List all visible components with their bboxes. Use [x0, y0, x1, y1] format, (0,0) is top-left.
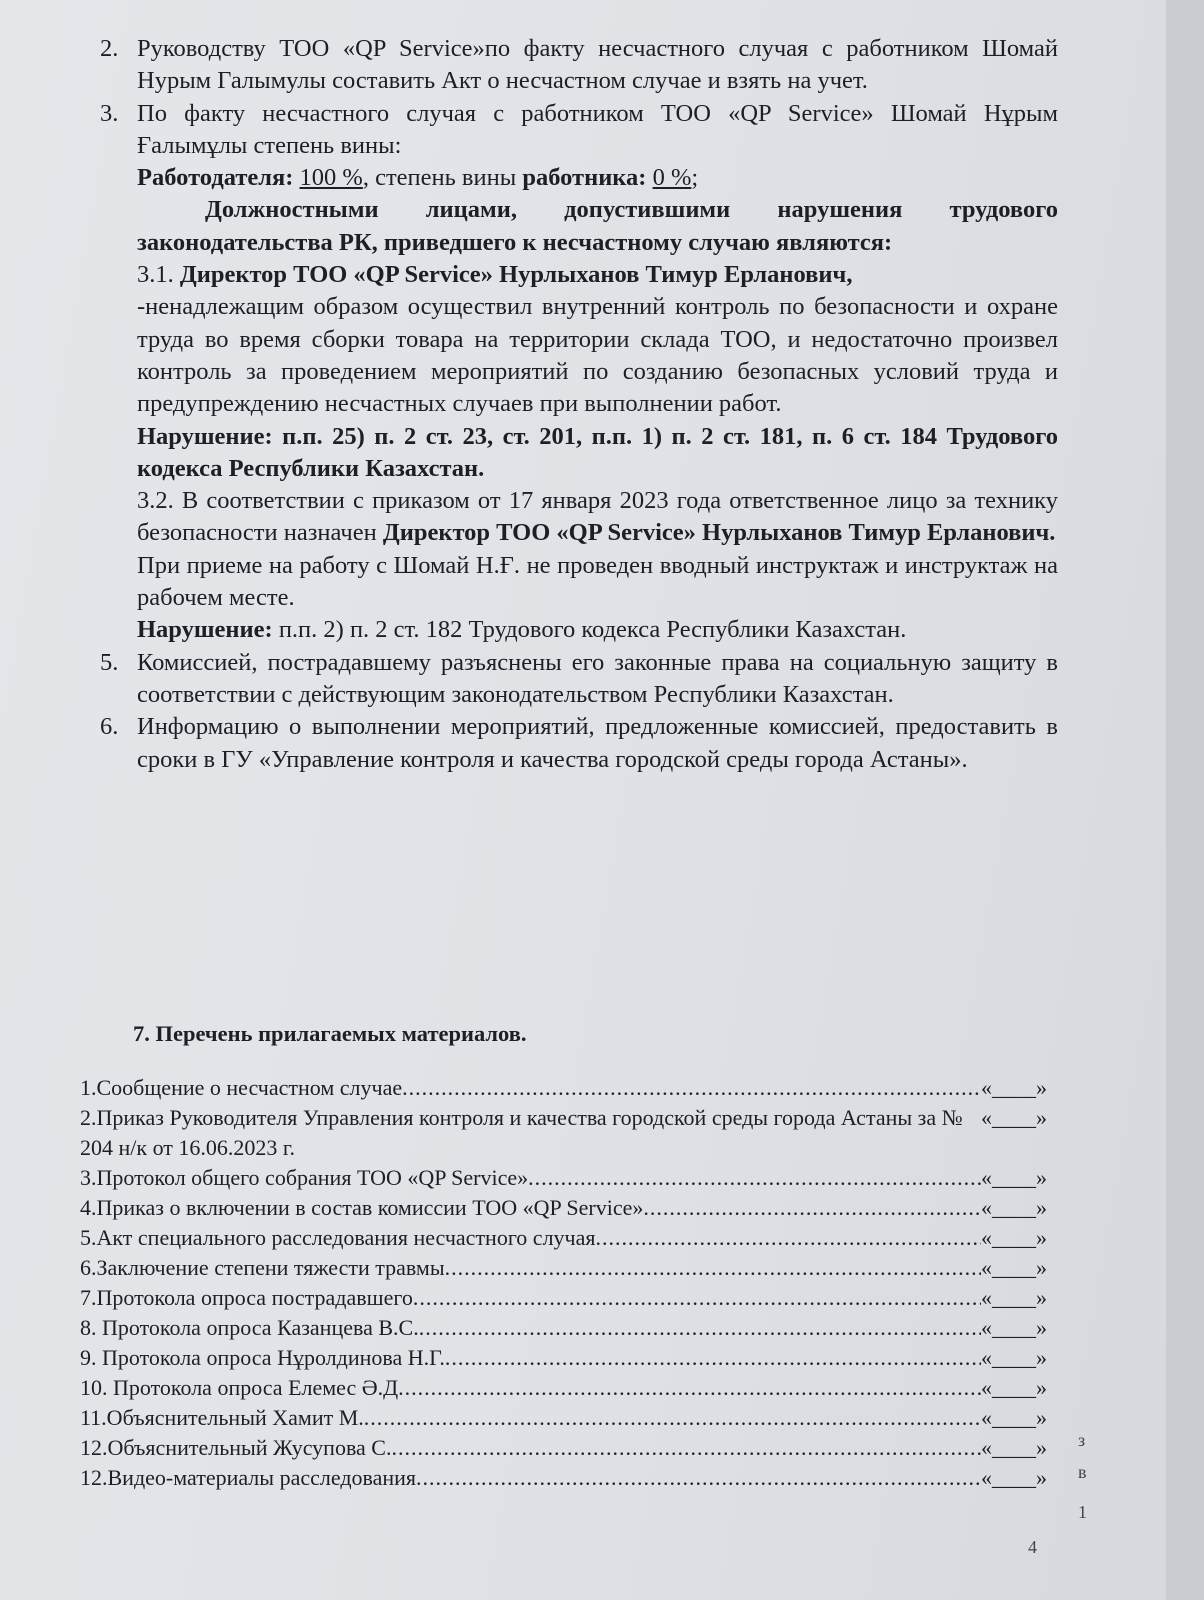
attachment-title: 3.Протокол общего собрания ТОО «QP Service» — [80, 1165, 529, 1190]
dot-leader — [445, 1253, 981, 1283]
attachment-title: 6.Заключение степени тяжести травмы — [80, 1255, 445, 1280]
text: -ненадлежащим образом осуществил внутренний контроль по безопасности и охране труда во время сборки товара на территории склада ТОО, и недостаточно произвел контроль за проведением мероприятий по созданию безопасных условий труда и предупреждению несчастных случаев при выполнении работ. — [137, 293, 1058, 418]
dot-leader — [416, 1463, 981, 1493]
page-count-blank: «____» — [981, 1285, 1047, 1310]
bold-text: Нарушение: — [137, 616, 273, 644]
numbered-item — [100, 98, 1058, 163]
text: Комиссией, пострадавшему разъяснены его законные права на социальную защиту в соответствии с действующим законодательством Республики Казахстан. — [137, 648, 1058, 708]
attachment-title: 9. Протокола опроса Нұролдинова Н.Г. — [80, 1345, 445, 1370]
margin-note: в — [1078, 1462, 1087, 1482]
dot-leader — [445, 1343, 981, 1373]
paragraph — [100, 550, 1058, 615]
paragraph — [100, 485, 1058, 550]
page-count-blank: «____» — [981, 1255, 1047, 1280]
attachment-item — [80, 1103, 1047, 1163]
item-number: 6. — [100, 713, 119, 741]
attachment-item — [80, 1223, 1047, 1253]
dot-leader — [391, 1433, 981, 1463]
attachment-item — [80, 1463, 1047, 1493]
margin-note: з — [1078, 1430, 1086, 1450]
attachment-item — [80, 1403, 1047, 1433]
page-count-blank: «____» — [981, 1075, 1047, 1100]
attachment-item — [80, 1253, 1047, 1283]
attachment-title: 10. Протокола опроса Елемес Ә.Д — [80, 1375, 399, 1400]
item-number: 2. — [100, 35, 119, 62]
page-count-blank: «____» — [981, 1195, 1047, 1220]
paragraph — [100, 421, 1058, 486]
text: 3.1. — [137, 261, 180, 289]
page-count-blank: «____» — [981, 1165, 1047, 1190]
page-count-blank: «____» — [981, 1105, 1047, 1130]
text: При приеме на работу с Шомай Н.Ғ. не проведен вводный инструктаж и инструктаж на рабочем месте. — [137, 551, 1058, 612]
item-number: 5. — [100, 648, 119, 676]
page-number: 4 — [1028, 1537, 1037, 1557]
bold-text: Работодателя: — [137, 164, 294, 192]
attachment-title: 2.Приказ Руководителя Управления контроля и качества городской среды города Астаны за № 204 н/к от 16.06.2023 г. — [80, 1105, 963, 1160]
text: п.п. 2) п. 2 ст. 182 Трудового кодекса Республики Казахстан. — [272, 616, 907, 644]
dot-leader — [413, 1283, 981, 1313]
numbered-item — [100, 647, 1058, 712]
dot-leader — [364, 1403, 981, 1433]
attachment-title: 11.Объяснительный Хамит М. — [80, 1405, 364, 1430]
paragraph — [100, 194, 1058, 259]
margin-note: 1 — [1078, 1502, 1087, 1522]
text: По факту несчастного случая с работником ТОО «QP Service» Шомай Нұрым Ғалымұлы степень вины: — [137, 99, 1058, 159]
dot-leader — [528, 1163, 981, 1193]
item-number: 3. — [100, 99, 119, 127]
bold-text: Нарушение: п.п. 25) п. 2 ст. 23, ст. 201, п.п. 1) п. 2 ст. 181, п. 6 ст. 184 Трудового кодекса Республики Казахстан. — [137, 422, 1058, 482]
page-count-blank: «____» — [981, 1375, 1047, 1400]
underlined-value: 0 % — [652, 164, 692, 192]
underlined-value: 100 % — [299, 164, 363, 192]
dot-leader — [419, 1313, 981, 1343]
paragraph — [100, 614, 1058, 646]
attachment-item — [80, 1343, 1047, 1373]
attachment-item — [80, 1283, 1047, 1313]
page-count-blank: «____» — [981, 1345, 1047, 1370]
dot-leader — [398, 1373, 981, 1403]
paragraph — [100, 162, 1058, 194]
attachment-title: 12.Видео-материалы расследования — [80, 1465, 417, 1490]
attachments-list — [80, 1073, 1047, 1493]
bold-text: Должностными лицами, допустившими нарушения трудового законодательства РК, приведшего к несчастному случаю являются: — [137, 196, 1058, 256]
text: ; — [691, 164, 699, 192]
attachment-title: 5.Акт специального расследования несчастного случая — [80, 1225, 596, 1250]
attachment-item — [80, 1433, 1047, 1463]
bold-text: Директор ТОО «QP Service» Нурлыханов Тимур Ерланович. — [382, 519, 1056, 547]
attachment-title: 1.Сообщение о несчастном случае — [80, 1075, 403, 1100]
text: , степень вины — [362, 164, 523, 192]
page-count-blank: «____» — [981, 1405, 1047, 1430]
text: Информацию о выполнении мероприятий, предложенные комиссией, предоставить в сроки в ГУ «Управление контроля и качества городской среды города Астаны». — [137, 713, 1058, 773]
dot-leader — [402, 1073, 981, 1103]
attachment-item — [80, 1163, 1047, 1193]
paragraph — [100, 291, 1058, 420]
attachment-item — [80, 1073, 1047, 1103]
document-body — [100, 33, 1058, 776]
page-count-blank: «____» — [981, 1465, 1047, 1490]
attachment-title: 8. Протокола опроса Казанцева В.С. — [80, 1315, 419, 1340]
paragraph — [100, 259, 1058, 291]
attachment-title: 4.Приказ о включении в состав комиссии ТОО «QP Service» — [80, 1195, 644, 1220]
numbered-item — [100, 711, 1058, 776]
attachment-title: 12.Объяснительный Жусупова С. — [80, 1435, 392, 1460]
text: Руководству ТОО «QP Service»по факту несчастного случая с работником Шомай Нурым Галымулы составить Акт о несчастном случае и взять на учет. — [137, 35, 1058, 95]
attachments-heading: 7. Перечень прилагаемых материалов. — [133, 1021, 527, 1046]
page-count-blank: «____» — [981, 1315, 1047, 1340]
text: 3.2. В соответствии с приказом от 17 января 2023 года ответственное лицо за технику безопасности назначен — [137, 487, 1058, 547]
attachment-title: 7.Протокола опроса пострадавшего — [80, 1285, 413, 1310]
dot-leader — [596, 1223, 982, 1253]
attachment-item — [80, 1313, 1047, 1343]
bold-text: Директор ТОО «QP Service» Нурлыханов Тимур Ерланович, — [179, 261, 853, 289]
attachment-item — [80, 1193, 1047, 1223]
attachment-item — [80, 1373, 1047, 1403]
bold-text: работника: — [522, 164, 647, 192]
page-count-blank: «____» — [981, 1225, 1047, 1250]
dot-leader — [643, 1193, 981, 1223]
numbered-item — [100, 33, 1058, 98]
page-count-blank: «____» — [981, 1435, 1047, 1460]
